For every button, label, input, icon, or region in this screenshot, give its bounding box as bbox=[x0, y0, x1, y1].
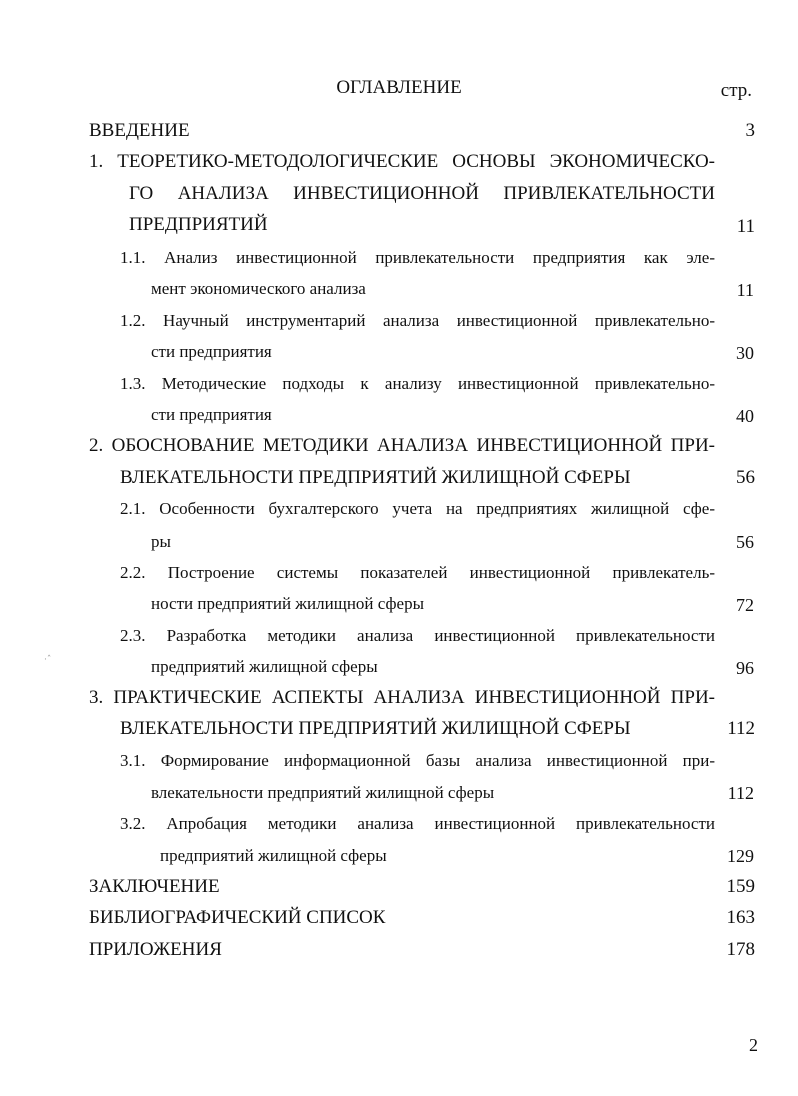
entry-title-line: сти предприятия bbox=[151, 342, 272, 361]
entry-page-number: 40 bbox=[736, 406, 754, 426]
entry-label: БИБЛИОГРАФИЧЕСКИЙ СПИСОК bbox=[89, 907, 386, 928]
entry-page-number: 56 bbox=[736, 467, 755, 488]
entry-title-line: 3. ПРАКТИЧЕСКИЕ АСПЕКТЫ АНАЛИЗА ИНВЕСТИЦИОННОЙ ПРИ- bbox=[89, 687, 715, 708]
entry-title-line: 2.3. Разработка методики анализа инвестиционной привлекательности bbox=[120, 626, 715, 645]
entry-page-number: 163 bbox=[726, 907, 755, 928]
entry-page-number: 159 bbox=[726, 876, 755, 897]
entry-title-line: 1.1. Анализ инвестиционной привлекательности предприятия как эле- bbox=[120, 248, 715, 267]
entry-title-line: ности предприятий жилищной сферы bbox=[151, 594, 424, 613]
entry-title-line: ПРЕДПРИЯТИЙ bbox=[129, 214, 268, 235]
entry-label: ПРИЛОЖЕНИЯ bbox=[89, 939, 222, 960]
entry-title-line: ВЛЕКАТЕЛЬНОСТИ ПРЕДПРИЯТИЙ ЖИЛИЩНОЙ СФЕРЫ bbox=[120, 467, 631, 488]
entry-title-line: 2.1. Особенности бухгалтерского учета на предприятиях жилищной сфе- bbox=[120, 499, 715, 518]
entry-page-number: 112 bbox=[727, 783, 754, 803]
entry-page-number: 72 bbox=[736, 595, 754, 615]
entry-title-line: ры bbox=[151, 532, 171, 551]
entry-title-line: предприятий жилищной сферы bbox=[160, 846, 387, 865]
entry-label: ЗАКЛЮЧЕНИЕ bbox=[89, 876, 220, 897]
page-column-label: стр. bbox=[720, 80, 752, 101]
entry-title-line: 3.2. Апробация методики анализа инвестиционной привлекательности bbox=[120, 814, 715, 833]
scan-artifact-mark: ·ˆ bbox=[44, 655, 52, 665]
entry-page-number: 3 bbox=[745, 120, 755, 141]
entry-title-line: 2.2. Построение системы показателей инвестиционной привлекатель- bbox=[120, 563, 715, 582]
page-number: 2 bbox=[749, 1035, 758, 1055]
entry-title-line: мент экономического анализа bbox=[151, 279, 366, 298]
entry-title-line: ВЛЕКАТЕЛЬНОСТИ ПРЕДПРИЯТИЙ ЖИЛИЩНОЙ СФЕРЫ bbox=[120, 718, 631, 739]
entry-title-line: 2. ОБОСНОВАНИЕ МЕТОДИКИ АНАЛИЗА ИНВЕСТИЦИОННОЙ ПРИ- bbox=[89, 435, 715, 456]
entry-label: ВВЕДЕНИЕ bbox=[89, 120, 190, 141]
entry-title-line: 1.2. Научный инструментарий анализа инвестиционной привлекательно- bbox=[120, 311, 715, 330]
entry-page-number: 178 bbox=[726, 939, 755, 960]
entry-page-number: 96 bbox=[736, 658, 754, 678]
entry-title-line: 3.1. Формирование информационной базы анализа инвестиционной при- bbox=[120, 751, 715, 770]
entry-page-number: 11 bbox=[736, 216, 755, 237]
page-title: ОГЛАВЛЕНИЕ bbox=[336, 77, 462, 98]
entry-title-line: 1.3. Методические подходы к анализу инвестиционной привлекательно- bbox=[120, 374, 715, 393]
entry-page-number: 11 bbox=[736, 280, 754, 300]
entry-page-number: 129 bbox=[727, 846, 754, 866]
entry-page-number: 30 bbox=[736, 343, 754, 363]
entry-title-line: 1. ТЕОРЕТИКО-МЕТОДОЛОГИЧЕСКИЕ ОСНОВЫ ЭКОНОМИЧЕСКО- bbox=[89, 151, 715, 172]
entry-title-line: ГО АНАЛИЗА ИНВЕСТИЦИОННОЙ ПРИВЛЕКАТЕЛЬНОСТИ bbox=[129, 183, 715, 204]
entry-title-line: влекательности предприятий жилищной сферы bbox=[151, 783, 495, 802]
entry-page-number: 56 bbox=[736, 532, 754, 552]
entry-title-line: сти предприятия bbox=[151, 405, 272, 424]
entry-page-number: 112 bbox=[727, 718, 755, 739]
entry-title-line: предприятий жилищной сферы bbox=[151, 657, 378, 676]
